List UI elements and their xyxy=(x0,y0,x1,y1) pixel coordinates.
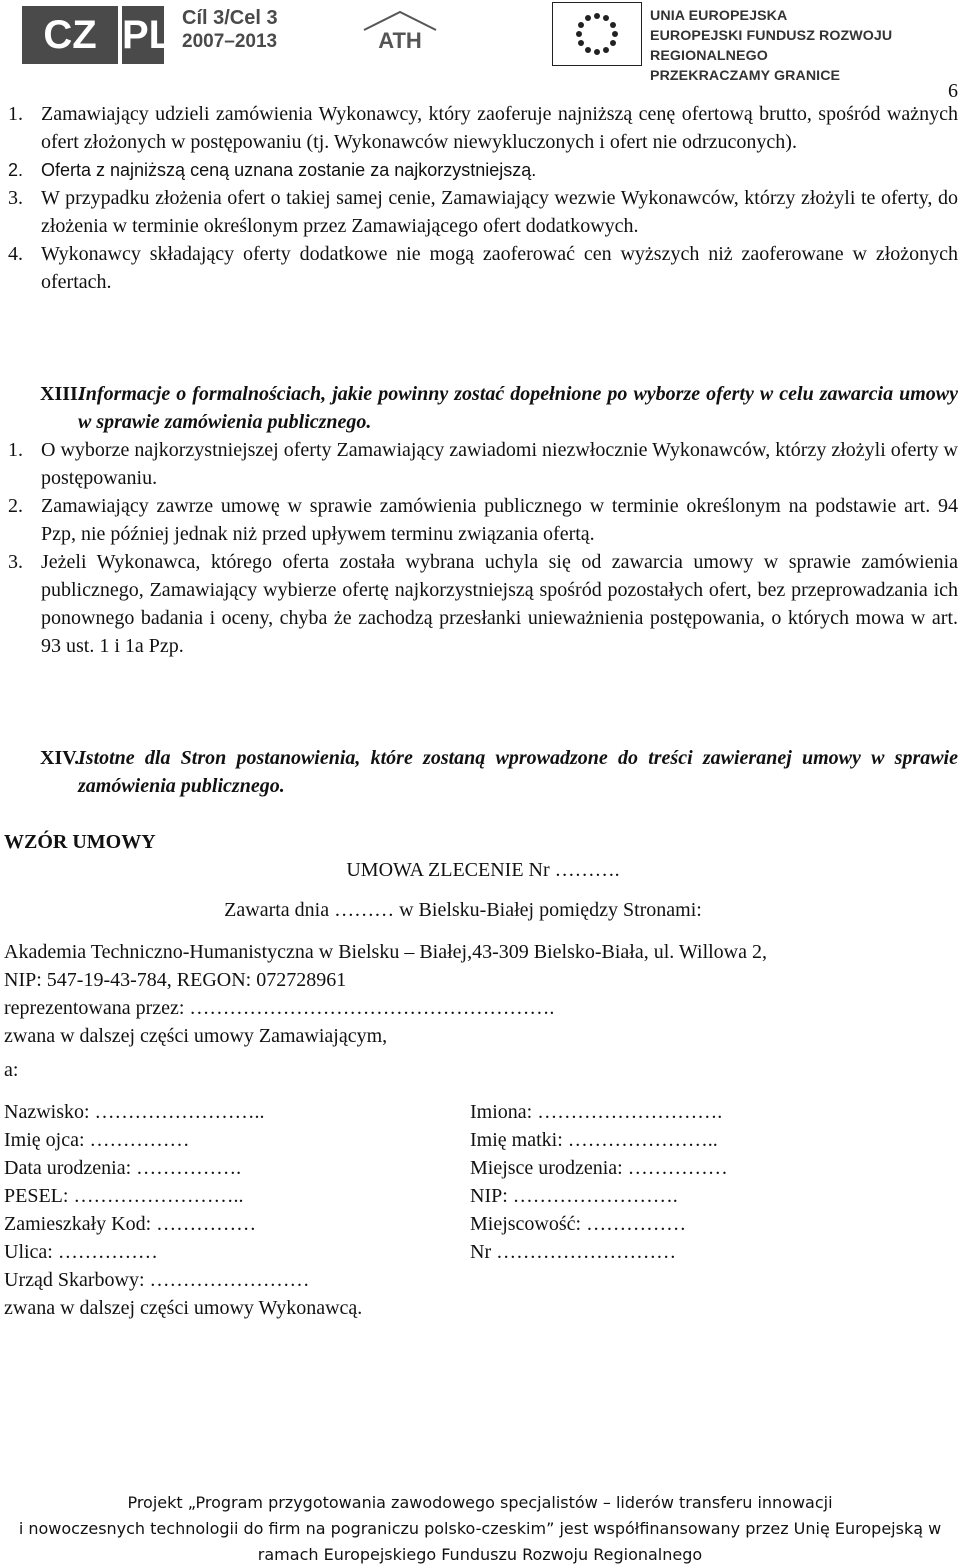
section-xiv-heading xyxy=(8,744,958,800)
eu-line-3: PRZEKRACZAMY GRANICE xyxy=(650,68,841,84)
item-number: 1. xyxy=(8,103,23,125)
party-tax-ids: NIP: 547-19-43-784, REGON: 072728961 xyxy=(4,969,347,991)
list-item xyxy=(8,240,958,296)
eu-line-2: EUROPEJSKI FUNDUSZ ROZWOJU REGIONALNEGO xyxy=(650,28,893,64)
ath-logo-text: ATH xyxy=(378,28,422,53)
eu-funding-text xyxy=(650,6,960,86)
section-number: XIII. xyxy=(40,383,83,405)
field-father-name: Imię ojca: …………… xyxy=(4,1129,190,1151)
item-text: W przypadku złożenia ofert o takiej samej cenie, Zamawiający wezwie Wykonawców, którzy złożyli te oferty, do złożenia w terminie określonym przez Zamawiającego ofert dodatkowych. xyxy=(41,187,958,237)
item-text: Wykonawcy składający oferty dodatkowe nie mogą zaoferować cen wyższych niż zaoferowane w złożonych ofertach. xyxy=(41,243,958,293)
list-item xyxy=(8,492,958,548)
field-row xyxy=(4,1098,958,1126)
eu-flag-icon xyxy=(552,2,642,66)
contractor-fields xyxy=(4,1098,958,1322)
document-body xyxy=(4,100,958,1322)
page-header xyxy=(0,0,960,84)
field-row xyxy=(4,1238,958,1266)
and-label: a: xyxy=(4,1059,19,1081)
field-row xyxy=(4,1182,958,1210)
section-number: XIV. xyxy=(40,747,80,769)
program-years: 2007–2013 xyxy=(182,31,278,52)
field-tax-office: Urząd Skarbowy: …………………… xyxy=(4,1269,310,1291)
item-text: Oferta z najniższą ceną uznana zostanie za najkorzystniejszą. xyxy=(41,160,537,180)
contract-date-line: Zawarta dnia ……… w Bielsku-Białej pomiędzy Stronami: xyxy=(224,899,702,921)
field-row xyxy=(4,1210,958,1238)
field-birth-place: Miejsce urodzenia: …………… xyxy=(470,1157,728,1179)
field-city: Miejscowość: …………… xyxy=(470,1213,687,1235)
section-title: Istotne dla Stron postanowienia, które zostaną wprowadzone do treści zawieranej umowy w sprawie zamówienia publicznego. xyxy=(78,747,958,797)
item-text: Zamawiający udzieli zamówienia Wykonawcy, który zaoferuje najniższą cenę ofertową brutto, spośród ważnych ofert złożonych w postępowaniu (tj. Wykonawców niewykluczonych i ofert nie odrzuconych). xyxy=(41,103,958,153)
field-postal-code: Zamieszkały Kod: …………… xyxy=(4,1213,257,1235)
field-row xyxy=(4,1126,958,1154)
item-text: Zamawiający zawrze umowę w sprawie zamówienia publicznego w terminie określonym na podstawie art. 94 Pzp, nie później jednak niż przed upływem terminu związania ofertą. xyxy=(41,495,958,545)
item-text: Jeżeli Wykonawca, którego oferta została wybrana uchyla się od zawarcia umowy w sprawie zamówienia publicznego, Zamawiający wybierze ofertę najkorzystniejszą spośród pozostałych ofert, bez przeprowadzania ich ponownego badania i oceny, chyba że zachodzą przesłanki unieważnienia postępowania, o których mowa w art. 93 ust. 1 i 1a Pzp. xyxy=(41,551,958,657)
list-item xyxy=(8,184,958,240)
field-house-number: Nr ……………………… xyxy=(470,1241,677,1263)
field-row xyxy=(4,1266,958,1294)
field-first-names: Imiona: ………………………. xyxy=(470,1101,723,1123)
program-period-logo xyxy=(182,8,278,52)
list-item xyxy=(8,100,958,156)
item-number: 3. xyxy=(8,187,23,209)
field-nip: NIP: ……………………. xyxy=(470,1185,678,1207)
item-text: O wyborze najkorzystniejszej oferty Zamawiający zawiadomi niezwłocznie Wykonawców, którzy złożyli oferty w postępowaniu. xyxy=(41,439,958,489)
party-designation: zwana w dalszej części umowy Zamawiającym, xyxy=(4,1025,388,1047)
item-number: 2. xyxy=(8,495,23,517)
logo-cz-block: CZ xyxy=(22,6,118,64)
item-number: 3. xyxy=(8,551,23,573)
item-number: 2. xyxy=(8,160,24,180)
item-number: 1. xyxy=(8,439,23,461)
contract-title: UMOWA ZLECENIE Nr ………. xyxy=(346,859,620,881)
field-pesel: PESEL: …………………….. xyxy=(4,1185,244,1207)
field-row xyxy=(4,1154,958,1182)
page-number: 6 xyxy=(948,80,958,102)
contractor-designation: zwana w dalszej części umowy Wykonawcą. xyxy=(4,1297,363,1319)
contract-template-heading: WZÓR UMOWY xyxy=(4,831,156,853)
contracting-party xyxy=(4,938,958,1084)
cz-pl-logo xyxy=(22,6,174,64)
logo-pl-block: PL xyxy=(122,6,164,64)
ath-logo xyxy=(360,8,440,64)
item-number: 4. xyxy=(8,243,23,265)
footer-line-2: i nowoczesnych technologii do firm na pograniczu polsko-czeskim” jest współfinansowany przez Unię Europejską w xyxy=(18,1519,942,1538)
section-xiii-heading xyxy=(8,380,958,436)
field-street: Ulica: …………… xyxy=(4,1241,158,1263)
list-item xyxy=(8,156,958,184)
field-surname: Nazwisko: …………………….. xyxy=(4,1101,265,1123)
footer-line-1: Projekt „Program przygotowania zawodowego specjalistów – liderów transferu innowacji xyxy=(127,1493,833,1512)
project-footer xyxy=(0,1490,960,1568)
footer-line-3: ramach Europejskiego Funduszu Rozwoju Regionalnego xyxy=(257,1545,703,1564)
program-title: Cíl 3/Cel 3 xyxy=(182,7,278,29)
field-mother-name: Imię matki: ………………….. xyxy=(470,1129,718,1151)
party-representative: reprezentowana przez: ………………………………………………. xyxy=(4,997,555,1019)
list-item xyxy=(8,436,958,492)
section-title: Informacje o formalnościach, jakie powinny zostać dopełnione po wyborze oferty w celu zawarcia umowy w sprawie zamówienia publicznego. xyxy=(78,383,958,433)
party-name-address: Akademia Techniczno-Humanistyczna w Bielsku – Białej,43-309 Bielsko-Biała, ul. Willowa 2, xyxy=(4,941,767,963)
eu-line-1: UNIA EUROPEJSKA xyxy=(650,8,788,24)
list-item xyxy=(8,548,958,660)
field-birth-date: Data urodzenia: ……………. xyxy=(4,1157,242,1179)
